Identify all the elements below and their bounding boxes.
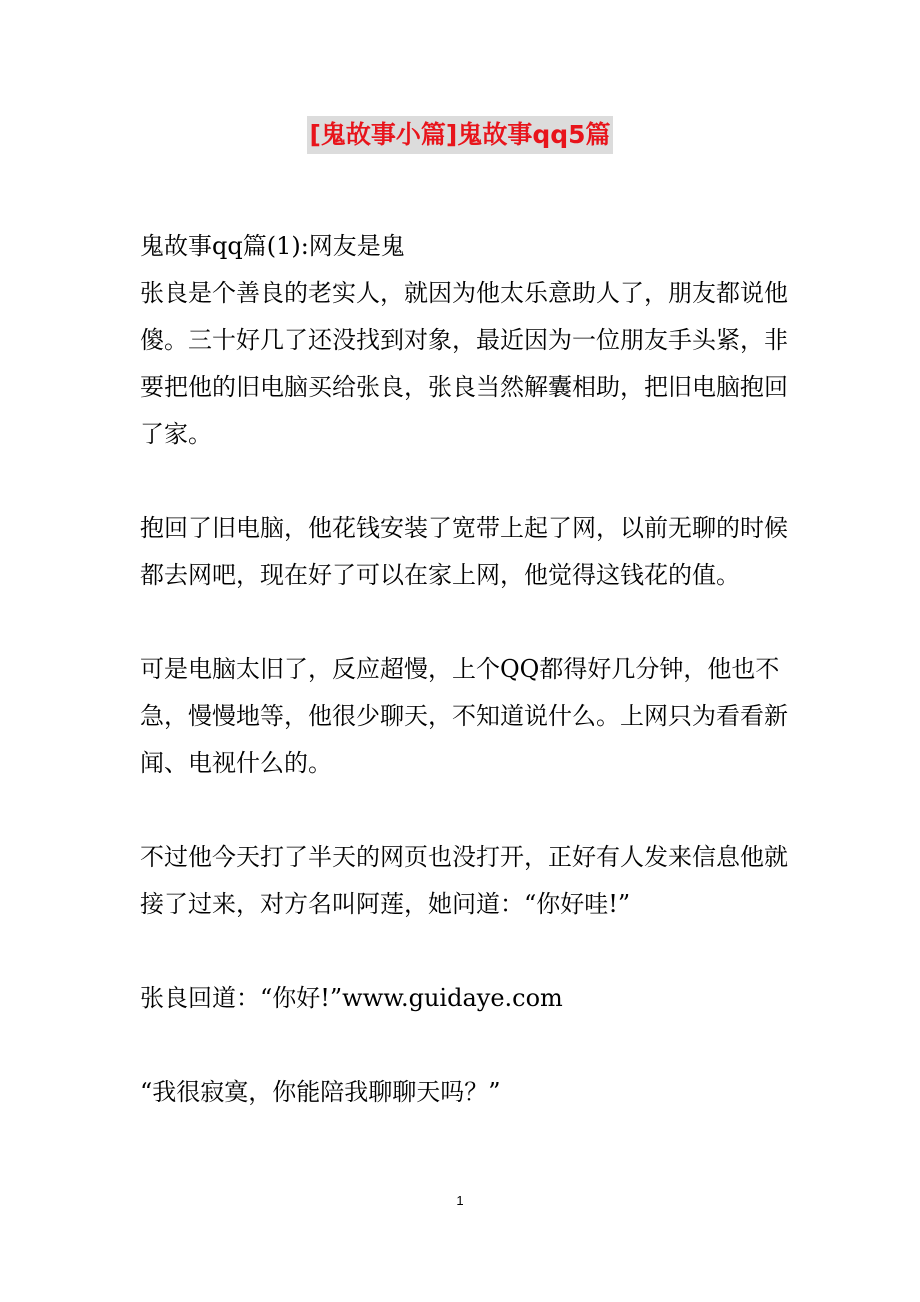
page-number: 1 [456,1193,464,1208]
title-container [0,116,920,154]
paragraph: “我很寂寞，你能陪我聊聊天吗？” [140,1078,501,1106]
paragraph: 可是电脑太旧了，反应超慢，上个QQ都得好几分钟，他也不急，慢慢地等，他很少聊天，不知道说什么。上网只为看看新闻、电视什么的。 [140,655,788,777]
paragraph: 不过他今天打了半天的网页也没打开，正好有人发来信息他就接了过来，对方名叫阿莲，她问道：“你好哇!” [140,843,788,918]
document-title: [鬼故事小篇]鬼故事qq5篇 [307,116,612,154]
section-heading: 鬼故事qq篇(1):网友是鬼 [140,232,405,260]
paragraph: 抱回了旧电脑，他花钱安装了宽带上起了网，以前无聊的时候都去网吧，现在好了可以在家上网，他觉得这钱花的值。 [140,514,788,589]
paragraph: 张良是个善良的老实人，就因为他太乐意助人了，朋友都说他傻。三十好几了还没找到对象，最近因为一位朋友手头紧，非要把他的旧电脑买给张良，张良当然解囊相助，把旧电脑抱回了家。 [140,279,788,448]
document-body [140,223,790,1116]
paragraph: 张良回道：“你好!”www.guidaye.com [140,984,563,1012]
